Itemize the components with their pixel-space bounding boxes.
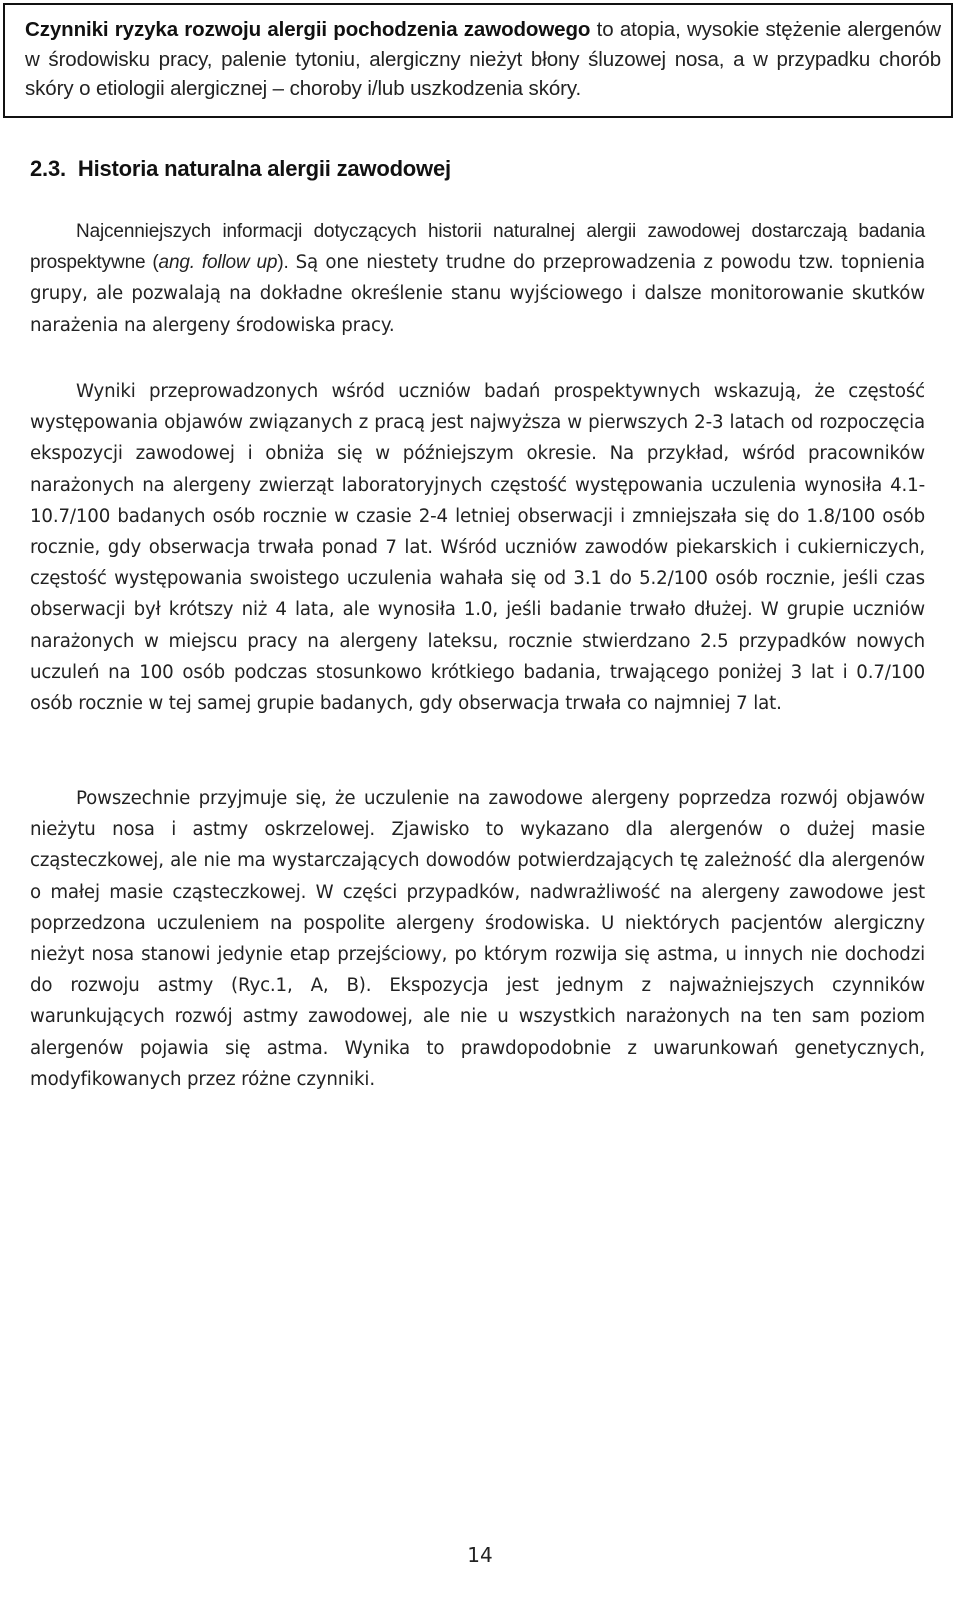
section-number: 2.3.: [30, 156, 66, 181]
paragraph-natural-history: [30, 216, 925, 341]
paragraph1-part3: Są one niestety trudne do przeprowadzenia z powodu tzw. topnienia grupy, ale pozwalają na dokładne określenie stanu wyjściowego i dalsze monitorowanie skutków narażenia na alergeny środowiska pracy.: [30, 252, 925, 336]
paragraph-prospective-studies: Wyniki przeprowadzonych wśród uczniów badań prospektywnych wskazują, że częstość występowania objawów związanych z pracą jest najwyższa w pierwszych 2-3 latach od rozpoczęcia ekspozycji zawodowej i obniża się w późniejszym okresie. Na przykład, wśród pracowników narażonych na alergeny zwierząt laboratoryjnych częstość występowania uczulenia wynosiła 4.1-10.7/100 badanych osób rocznie w czasie 2-4 letniej obserwacji i zmniejszała się do 1.8/100 osób rocznie, gdy obserwacja trwała ponad 7 lat. Wśród uczniów zawodów piekarskich i cukierniczych, częstość występowania swoistego uczulenia wahała się od 3.1 do 5.2/100 osób rocznie, jeśli czas obserwacji był krótszy niż 4 lata, ale wynosiła 1.0, jeśli badanie trwało dłużej. W grupie uczniów narażonych w miejscu pracy na alergeny lateksu, rocznie stwierdzano 2.5 przypadków nowych uczuleń na 100 osób podczas stosunkowo krótkiego badania, trwającego poniżej 3 lat i 0.7/100 osób rocznie w tej samej grupie badanych, gdy obserwacja trwała co najmniej 7 lat.: [30, 381, 925, 715]
paragraph-sensitization: Powszechnie przyjmuje się, że uczulenie na zawodowe alergeny poprzedza rozwój objawów nieżytu nosa i astmy oskrzelowej. Zjawisko to wykazano dla alergenów o dużej masie cząsteczkowej, ale nie ma wystarczających dowodów potwierdzających tę zależność dla alergenów o małej masie cząsteczkowej. W części przypadków, nadwrażliwość na alergeny zawodowe jest poprzedzona uczuleniem na pospolite alergeny środowiska. U niektórych pacjentów alergiczny nieżyt nosa stanowi jedynie etap przejściowy, po którym rozwija się astma, u innych nie dochodzi do rozwoju astmy (Ryc.1, A, B). Ekspozycja jest jednym z najważniejszych czynników warunkujących rozwój astmy zawodowej, ale nie u wszystkich narażonych na ten sam poziom alergenów pojawia się astma. Wynika to prawdopodobnie z uwarunkowań genetycznych, modyfikowanych przez różne czynniki.: [30, 788, 925, 1090]
risk-factors-text: to atopia, wysokie stężenie alergenów w środowisku pracy, palenie tytoniu, alergiczny nieżyt błony śluzowej nosa, a w przypadku chorób skóry o etiologii alergicznej – choroby i/lub uszkodzenia skóry.: [25, 18, 941, 100]
risk-factors-box: [3, 3, 953, 118]
paragraph1-part2: ).: [277, 252, 296, 274]
page-number: 14: [467, 1543, 493, 1567]
section-heading: [30, 156, 451, 182]
paragraph1-italic-term: ang. follow up: [158, 252, 278, 274]
section-title: Historia naturalna alergii zawodowej: [77, 156, 451, 181]
paragraph1-part1: Najcenniejszych informacji dotyczących historii naturalnej alergii zawodowej dostarczają badania prospektywne (: [30, 221, 925, 274]
risk-factors-lead: Czynniki ryzyka rozwoju alergii pochodzenia zawodowego: [25, 18, 591, 41]
